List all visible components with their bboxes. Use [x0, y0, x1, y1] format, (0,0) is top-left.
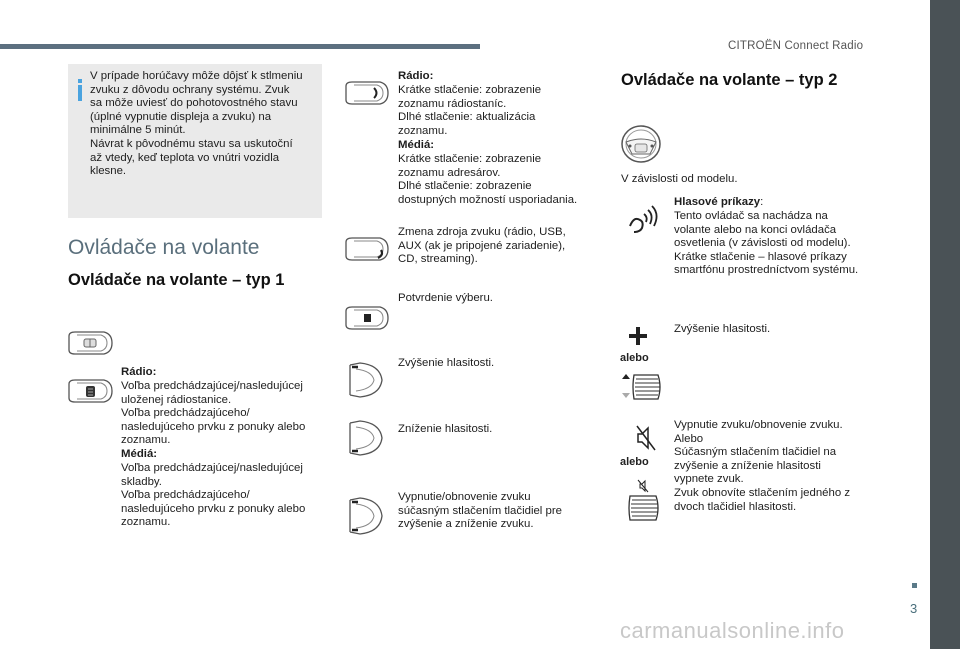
page-marker	[912, 583, 917, 588]
mid-confirm-text: Potvrdenie výberu.	[398, 292, 493, 304]
mid-source-text: Zmena zdroja zvuku (rádio, USB, AUX (ak je pripojené zariadenie), CD, streaming).	[398, 226, 566, 266]
type2-voice-colon: :	[760, 196, 764, 208]
mid-vol-up-text: Zvýšenie hlasitosti.	[398, 357, 495, 369]
info-icon	[75, 79, 85, 101]
volume-up-rocker-icon	[620, 373, 664, 401]
volume-down-stalk-icon	[346, 419, 386, 457]
info-text: V prípade horúčavy môže dôjsť k stlmeniu zvuku z dôvodu ochrany systému. Zvuk sa môže uviesť do pohotovostného stavu (úplné vypnutie displeja a zvuku) na minimálne 5 minút. Návrat k pôvodnému stavu sa uskutoční až vtedy, keď teplota vo vnútri vozidla klesne.	[90, 70, 303, 178]
type2-vol-up-text: Zvýšenie hlasitosti.	[674, 323, 771, 335]
watermark: carmanualsonline.info	[620, 618, 845, 643]
plus-icon	[628, 326, 648, 346]
volume-up-stalk-icon	[346, 361, 386, 399]
header-rule	[0, 44, 480, 49]
page-number: 3	[910, 601, 918, 616]
mid-vol-down-text: Zníženie hlasitosti.	[398, 423, 493, 435]
steering-wheel-icon	[620, 124, 662, 164]
mute-rocker-icon	[626, 478, 662, 522]
mute-speaker-icon	[636, 425, 656, 451]
type1-media-text: Voľba predchádzajúcej/nasledujúcej skladby. Voľba predchádzajúceho/ nasledujúceho prvku z ponuky alebo zoznamu.	[121, 462, 306, 529]
type1-radio-text: Voľba predchádzajúcej/nasledujúcej uloženej rádiostanice. Voľba predchádzajúceho/ nasledujúceho prvku z ponuky alebo zoznamu.	[121, 380, 306, 447]
steering-control-stalk-icon	[66, 330, 114, 356]
or-label-1: alebo	[620, 352, 649, 364]
stalk-end-button-icon	[344, 80, 390, 106]
type2-voice-text: Tento ovládač sa nachádza na volante alebo na konci ovládača osvetlenia (v závislosti od modelu). Krátke stlačenie – hlasové príkazy smartfónu prostredníctvom systému.	[674, 210, 859, 277]
page-edge-band	[930, 0, 960, 649]
mid-radio-label: Rádio:	[398, 70, 434, 82]
mid-mute-text: Vypnutie/obnovenie zvuku súčasným stlačením tlačidiel pre zvýšenie a zníženie zvuku.	[398, 491, 562, 531]
source-button-icon	[344, 236, 390, 262]
type2-model-note: V závislosti od modelu.	[621, 173, 738, 185]
type2-title: Ovládače na volante – typ 2	[621, 71, 838, 89]
voice-command-icon	[624, 204, 660, 234]
brand-title: CITROËN Connect Radio	[728, 40, 864, 52]
type1-radio-label: Rádio:	[121, 366, 157, 378]
mid-media-text: Krátke stlačenie: zobrazenie zoznamu adresárov. Dlhé stlačenie: zobrazenie dostupných možností usporiadania.	[398, 153, 578, 206]
mid-radio-text: Krátke stlačenie: zobrazenie zoznamu rádiostaníc. Dlhé stlačenie: aktualizácia zoznamu.	[398, 84, 542, 137]
mid-media-label: Médiá:	[398, 139, 435, 151]
mute-stalk-icon	[346, 496, 386, 536]
section-title: Ovládače na volante	[68, 236, 260, 259]
seek-wheel-stalk-icon	[66, 377, 114, 405]
type1-media-label: Médiá:	[121, 448, 158, 460]
type2-voice-label: Hlasové príkazy	[674, 196, 761, 208]
type1-title: Ovládače na volante – typ 1	[68, 271, 285, 289]
type2-mute-text: Vypnutie zvuku/obnovenie zvuku. Alebo Súčasným stlačením tlačidiel na zvýšenie a zníženie hlasitosti vypnete zvuk. Zvuk obnovíte stlačením jedného z dvoch tlačidiel hlasitosti.	[674, 419, 851, 513]
or-label-2: alebo	[620, 456, 649, 468]
confirm-button-icon	[344, 305, 390, 331]
